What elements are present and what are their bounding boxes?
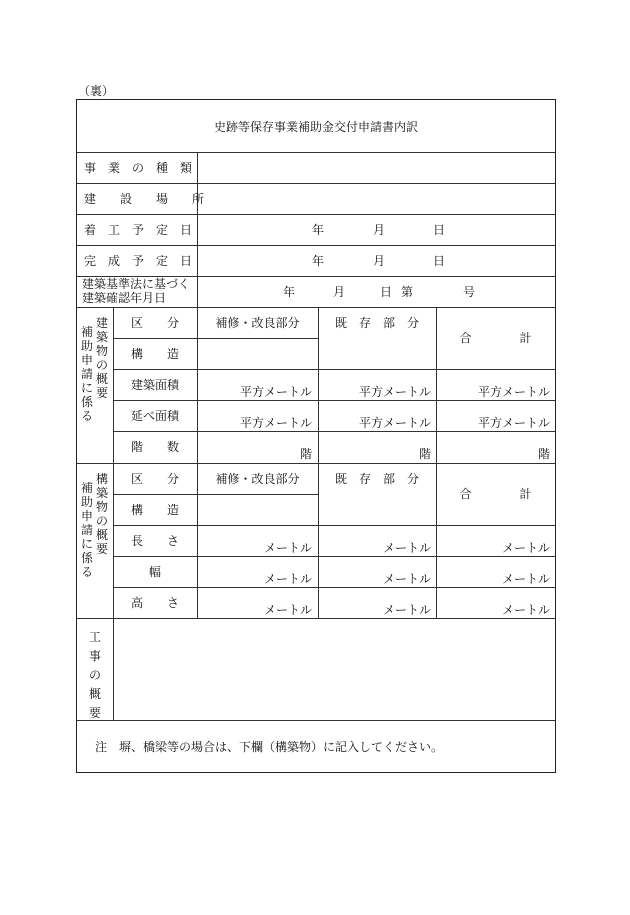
back-side-label: （裏）	[78, 84, 115, 98]
structure-repair-header: 補修・改良部分	[215, 472, 300, 486]
structure-total-header: 合 計	[459, 487, 532, 501]
floors-existing-unit: 階	[418, 447, 431, 461]
footnote: 注 塀、橋梁等の場合は、下欄（構築物）に記入してください。	[95, 740, 444, 754]
building-confirmation-label: 建築確認年月日	[82, 291, 167, 305]
rule	[113, 618, 114, 720]
confirmation-year-unit: 年	[283, 285, 296, 299]
rule	[77, 183, 555, 184]
structure-width-label: 幅	[148, 565, 161, 579]
rule	[77, 463, 555, 464]
area-existing-unit: 平方メートル	[358, 385, 431, 399]
building-total-header: 合 計	[459, 331, 532, 345]
height-total-unit: メートル	[501, 603, 550, 617]
business-type-label: 事 業 の 種 類	[84, 161, 193, 175]
start-date-label: 着 工 予 定 日	[84, 223, 193, 237]
floor-area-existing-unit: 平方メートル	[358, 416, 431, 430]
rule	[197, 152, 198, 307]
confirmation-number-suffix: 号	[463, 285, 476, 299]
area-total-unit: 平方メートル	[477, 385, 550, 399]
length-existing-unit: メートル	[382, 541, 431, 555]
rule	[77, 720, 555, 721]
rule	[113, 369, 555, 370]
completion-date-label: 完 成 予 定 日	[84, 254, 193, 268]
building-existing-header: 既 存 部 分	[334, 316, 419, 330]
start-month-unit: 月	[373, 223, 386, 237]
length-total-unit: メートル	[501, 541, 550, 555]
completion-year-unit: 年	[312, 254, 325, 268]
structure-existing-header: 既 存 部 分	[334, 472, 419, 486]
building-side-label-right: 建築物の概要	[95, 316, 108, 400]
rule	[113, 587, 555, 588]
rule	[77, 152, 555, 153]
height-existing-unit: メートル	[382, 603, 431, 617]
structure-height-label: 高 さ	[130, 596, 179, 610]
subsidy-breakdown-form	[76, 99, 556, 773]
area-repair-unit: 平方メートル	[239, 385, 312, 399]
length-repair-unit: メートル	[263, 541, 312, 555]
structure-side-label-right: 構築物の概要	[95, 472, 108, 556]
site-label: 建 設 場 所	[84, 192, 205, 206]
building-standard-label: 建築基準法に基づく	[82, 277, 191, 291]
rule	[113, 338, 319, 339]
width-repair-unit: メートル	[263, 572, 312, 586]
confirmation-number-prefix: 第	[401, 285, 414, 299]
building-area-label: 建築面積	[130, 378, 179, 392]
confirmation-day-unit: 日	[380, 285, 393, 299]
height-repair-unit: メートル	[263, 603, 312, 617]
rule	[77, 618, 555, 619]
building-kubun-header: 区 分	[130, 316, 179, 330]
building-repair-header: 補修・改良部分	[215, 316, 300, 330]
rule	[113, 525, 555, 526]
width-total-unit: メートル	[501, 572, 550, 586]
rule	[77, 245, 555, 246]
floors-repair-unit: 階	[299, 447, 312, 461]
confirmation-month-unit: 月	[333, 285, 346, 299]
structure-side-label-left: 補助申請に係る	[80, 481, 93, 579]
rule	[113, 494, 319, 495]
structure-length-label: 長 さ	[130, 534, 179, 548]
structure-kubun-header: 区 分	[130, 472, 179, 486]
floor-area-total-unit: 平方メートル	[477, 416, 550, 430]
form-title: 史跡等保存事業補助金交付申請書内訳	[213, 120, 418, 134]
work-summary-label: 工事の概要	[88, 630, 101, 720]
rule	[113, 400, 555, 401]
floor-area-repair-unit: 平方メートル	[239, 416, 312, 430]
floors-total-unit: 階	[537, 447, 550, 461]
rule	[77, 307, 555, 308]
building-floor-area-label: 延べ面積	[130, 409, 179, 423]
building-side-label-left: 補助申請に係る	[80, 325, 93, 423]
building-structure-label: 構 造	[130, 347, 179, 361]
rule	[113, 556, 555, 557]
start-year-unit: 年	[312, 223, 325, 237]
rule	[77, 214, 555, 215]
building-floors-label: 階 数	[130, 440, 179, 454]
rule	[113, 431, 555, 432]
completion-month-unit: 月	[373, 254, 386, 268]
structure-structure-label: 構 造	[130, 503, 179, 517]
completion-day-unit: 日	[433, 254, 446, 268]
width-existing-unit: メートル	[382, 572, 431, 586]
start-day-unit: 日	[433, 223, 446, 237]
